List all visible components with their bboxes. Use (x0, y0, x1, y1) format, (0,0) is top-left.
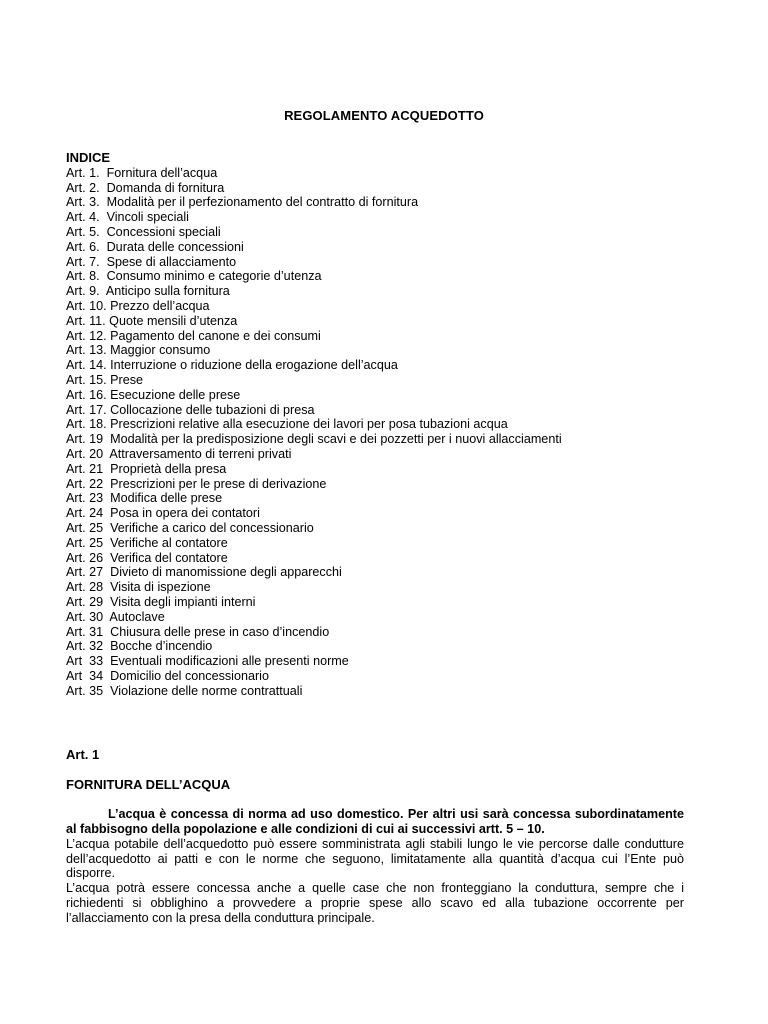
toc-item: Art. 19 Modalità per la predisposizione degli scavi e dei pozzetti per i nuovi allacciamenti (66, 432, 562, 447)
article-body (66, 807, 684, 925)
toc-item: Art. 32 Bocche d’incendio (66, 639, 213, 654)
toc-item: Art. 26 Verifica del contatore (66, 550, 228, 565)
toc-item: Art. 13. Maggior consumo (66, 343, 211, 358)
toc-item: Art. 17. Collocazione delle tubazioni di presa (66, 402, 315, 417)
toc-item: Art. 3. Modalità per il perfezionamento del contratto di fornitura (66, 195, 419, 210)
article-paragraph: L’acqua potabile dell’acquedotto può essere somministrata agli stabili lungo le vie percorse dalle condutture dell’acquedotto ai patti e con le norme che seguono, limitatamente alla quantità d’acqua cui l’Ente può disporre. (66, 836, 684, 881)
toc-item: Art. 31 Chiusura delle prese in caso d’incendio (66, 624, 330, 639)
toc-item: Art. 23 Modifica delle prese (66, 491, 223, 506)
index-section (66, 151, 706, 698)
toc-item: Art. 4. Vincoli speciali (66, 210, 189, 225)
toc-item: Art. 7. Spese di allacciamento (66, 254, 237, 269)
toc-item: Art. 1. Fornitura dell’acqua (66, 165, 218, 180)
toc-item: Art. 5. Concessioni speciali (66, 224, 221, 239)
toc-item: Art. 8. Consumo minimo e categorie d’utenza (66, 269, 322, 284)
toc-item: Art. 9. Anticipo sulla fornitura (66, 284, 230, 299)
index-heading: INDICE (66, 150, 111, 165)
toc-item: Art. 18. Prescrizioni relative alla esecuzione dei lavori per posa tubazioni acqua (66, 417, 508, 432)
toc-item: Art. 16. Esecuzione delle prese (66, 387, 241, 402)
toc-item: Art. 14. Interruzione o riduzione della erogazione dell’acqua (66, 358, 398, 373)
toc-item: Art. 35 Violazione delle norme contrattuali (66, 683, 303, 698)
toc-item: Art. 25 Verifiche a carico del concessionario (66, 520, 314, 535)
toc-item: Art. 6. Durata delle concessioni (66, 239, 244, 254)
toc-item: Art 34 Domicilio del concessionario (66, 668, 269, 683)
toc-item: Art. 28 Visita di ispezione (66, 580, 211, 595)
document-title: REGOLAMENTO ACQUEDOTTO (284, 108, 484, 123)
toc-item: Art. 20 Attraversamento di terreni privati (66, 446, 292, 461)
toc-item: Art 33 Eventuali modificazioni alle presenti norme (66, 654, 349, 669)
article-paragraph: L’acqua potrà essere concessa anche a quelle case che non fronteggiano la conduttura, sempre che i richiedenti si obblighino a provvedere a proprie spese allo scavo ed alla tubazione occorrente per l’allacciamento con la presa della conduttura principale. (66, 881, 684, 925)
toc-item: Art. 10. Prezzo dell’acqua (66, 298, 210, 313)
toc-item: Art. 30 Autoclave (66, 609, 165, 624)
article-lead-paragraph: L’acqua è concessa di norma ad uso domestico. Per altri usi sarà concessa subordinatamente al fabbisogno della popolazione e alle condizioni di cui ai successivi artt. 5 – 10. (66, 807, 684, 836)
toc-item: Art. 11. Quote mensili d’utenza (66, 313, 238, 328)
toc-item: Art. 24 Posa in opera dei contatori (66, 506, 260, 521)
toc-item: Art. 2. Domanda di fornitura (66, 180, 225, 195)
toc-item: Art. 21 Proprietà della presa (66, 461, 227, 476)
toc-item: Art. 29 Visita degli impianti interni (66, 594, 256, 609)
article-number: Art. 1 (66, 747, 100, 762)
toc-item: Art. 12. Pagamento del canone e dei consumi (66, 328, 321, 343)
toc-item: Art. 22 Prescrizioni per le prese di derivazione (66, 476, 327, 491)
toc-item: Art. 15. Prese (66, 372, 143, 387)
toc-item: Art. 25 Verifiche al contatore (66, 535, 228, 550)
toc-item: Art. 27 Divieto di manomissione degli apparecchi (66, 565, 342, 580)
article-title: FORNITURA DELL’ACQUA (66, 776, 231, 792)
article-1 (66, 748, 684, 926)
